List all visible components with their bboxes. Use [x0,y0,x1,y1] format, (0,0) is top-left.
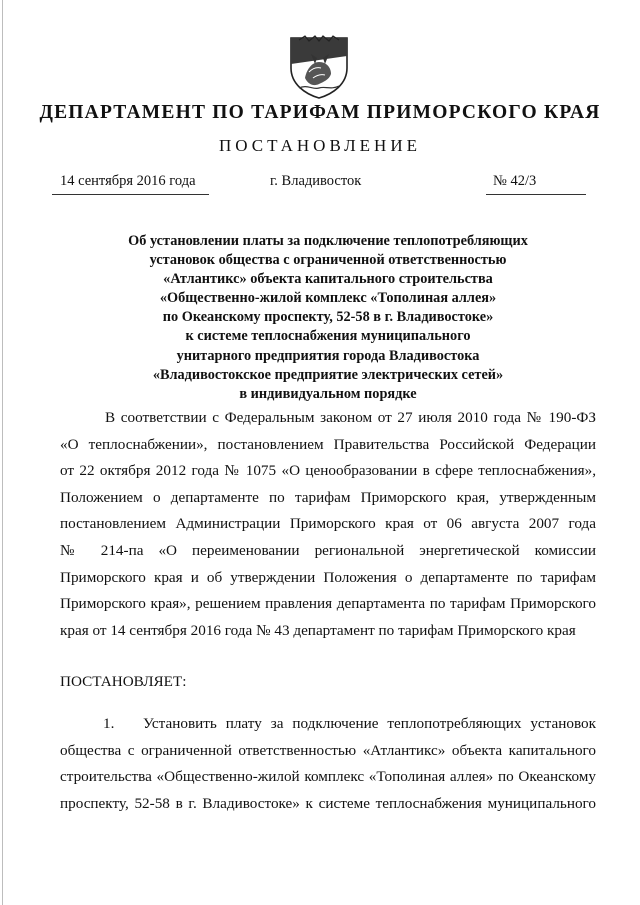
preamble-line: Приморского края», решением правления департамента по тарифам Приморского [60,595,596,613]
preamble-line: Приморского края и об утверждении Положения о департаменте по тарифам [60,568,596,586]
preamble-line: края от 14 сентября 2016 года № 43 департамент по тарифам Приморского края [60,621,576,639]
document-type: ПОСТАНОВЛЕНИЕ [218,136,421,155]
primorsky-coat-of-arms-icon [285,34,353,100]
preamble-line: постановлением Администрации Приморского края от 06 августа 2007 года [60,515,596,533]
preamble-line: В соответствии с Федеральным законом от 27 июля 2010 года № 190-ФЗ [105,409,596,426]
number-underline [486,194,586,195]
document-city: г. Владивосток [270,173,362,189]
document-subject [60,232,596,404]
subject-line: по Океанскому проспекту, 52-58 в г. Владивостоке» [162,309,494,326]
date-underline [52,194,209,195]
item-line: строительства «Общественно-жилой комплекс «Тополиная аллея» по Океанскому [60,768,596,786]
subject-line: «Общественно-жилой комплекс «Тополиная аллея» [159,290,497,307]
subject-line: Об установлении платы за подключение теплопотребляющих [128,233,528,249]
item-line: проспекту, 52-58 в г. Владивостоке» к системе теплоснабжения муниципального [60,794,596,812]
item-number: 1. [103,715,115,732]
subject-line: унитарного предприятия города Владивостока [176,347,480,364]
item-first-line [60,711,596,738]
preamble-line: № 214-па «О переименовании региональной энергетической комиссии [60,541,596,559]
preamble-line: «О теплоснабжении», постановлением Правительства Российской Федерации [60,435,596,453]
resolution-item-1 [60,711,596,817]
document-date: 14 сентября 2016 года [60,173,196,189]
subject-line: установок общества с ограниченной ответственностью [149,252,507,269]
subject-line: к системе теплоснабжения муниципального [185,328,471,345]
subject-line: в индивидуальном порядке [239,385,417,402]
item-line: общества с ограниченной ответственностью «Атлантикс» объекта капитального [60,741,596,759]
resolve-heading: ПОСТАНОВЛЯЕТ: [60,673,187,690]
preamble-line: Положением о департаменте по тарифам Приморского края, утвержденным [60,488,596,506]
item-first-text: Установить плату за подключение теплопотребляющих установок [143,715,596,732]
subject-line: «Владивостокское предприятие электрических сетей» [152,366,504,383]
preamble-line: от 22 октября 2012 года № 1075 «О ценообразовании в сфере теплоснабжения», [60,462,596,480]
department-title: ДЕПАРТАМЕНТ ПО ТАРИФАМ ПРИМОРСКОГО КРАЯ [39,102,601,123]
subject-line: «Атлантикс» объекта капитального строительства [163,271,493,288]
preamble-paragraph [60,405,596,644]
document-number: № 42/3 [493,173,537,189]
